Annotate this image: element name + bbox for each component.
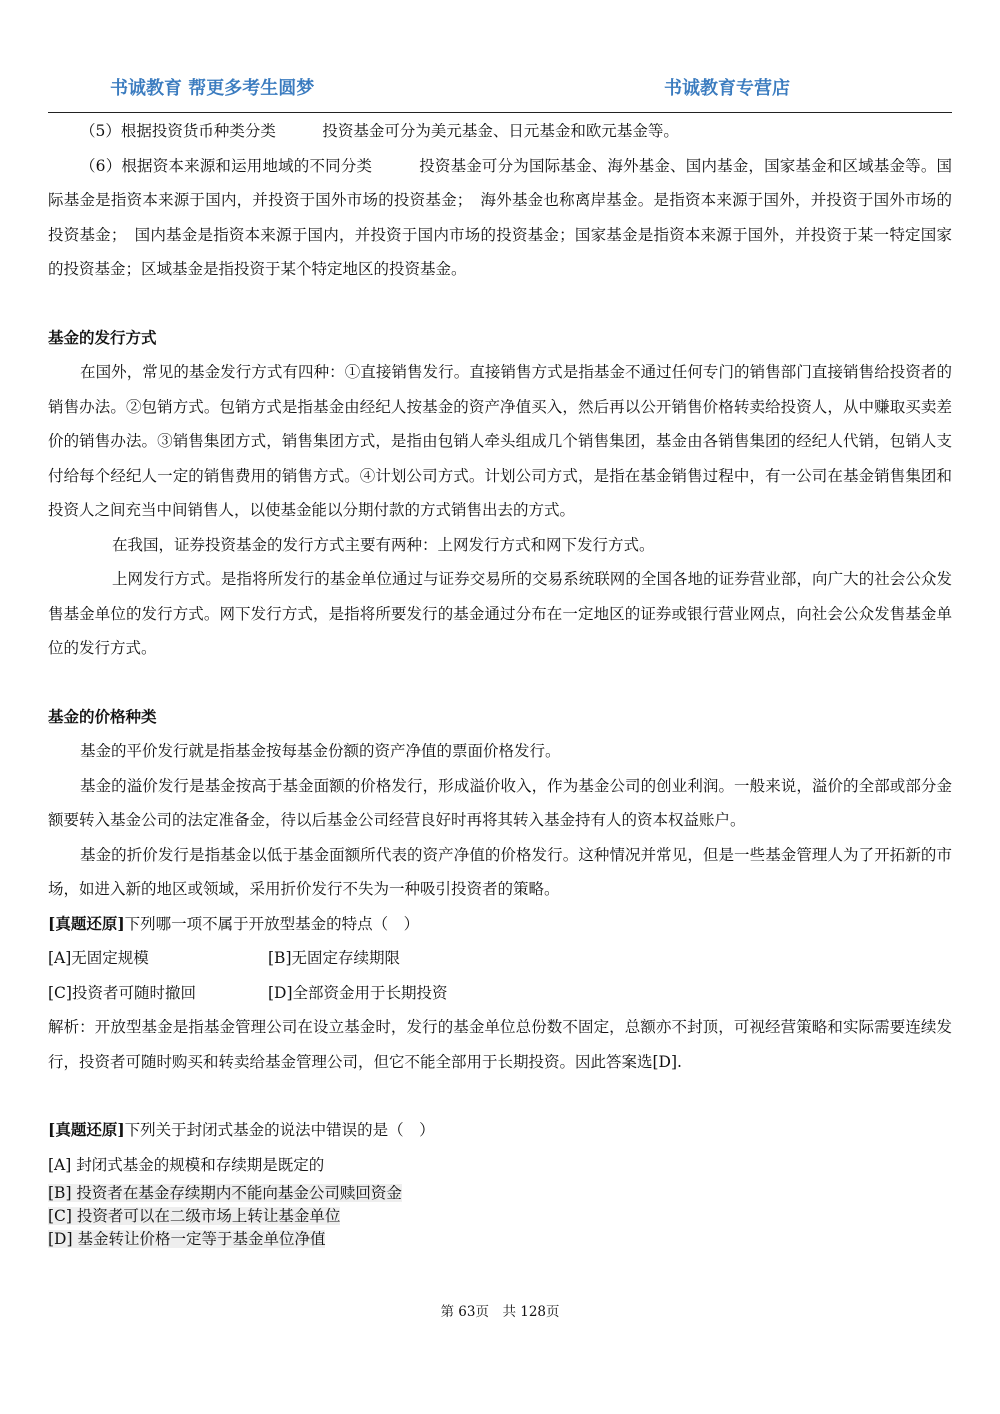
options-row — [48, 976, 952, 1011]
header-store: 书诚教育专营店 — [664, 78, 790, 99]
question-1 — [48, 907, 952, 942]
header-divider — [48, 112, 952, 113]
para-region: （6）根据资本来源和运用地域的不同分类 投资基金可分为国际基金、海外基金、国内基金，国家基金和区域基金等。国际基金是指资本来源于国内，并投资于国外市场的投资基金； 海外基金也称离岸基金。是指资本来源于国外，并投资于国外市场的投资基金； 国内基金是指资本来源于国内，并投资于国内市场的投资基金；国家基金是指资本来源于国外，并投资于某一特定国家的投资基金；区域基金是指投资于某个特定地区的投资基金。 — [48, 156, 952, 278]
option-a: [A]无固定规模 — [48, 949, 149, 967]
option-d: [D] 基金转让价格一定等于基金单位净值 — [48, 1230, 326, 1248]
page-content — [48, 114, 952, 1251]
option-a: [A] 封闭式基金的规模和存续期是既定的 — [48, 1155, 325, 1174]
page-header — [48, 70, 952, 110]
options-block — [48, 1182, 952, 1251]
para-currency: （5）根据投资货币种类分类 投资基金可分为美元基金、日元基金和欧元基金等。 — [80, 122, 679, 140]
page-footer: 第 63页 共 128页 — [440, 1304, 560, 1320]
options-row — [48, 941, 952, 976]
option-b: [B]无固定存续期限 — [268, 949, 400, 967]
header-slogan: 书诚教育 帮更多考生圆梦 — [110, 78, 315, 99]
question-text: 下列关于封闭式基金的说法中错误的是（ ） — [124, 1121, 435, 1139]
para-online-offline: 上网发行方式。是指将所发行的基金单位通过与证券交易所的交易系统联网的全国各地的证券营业部，向广大的社会公众发售基金单位的发行方式。网下发行方式，是指将所要发行的基金通过分布在一定地区的证券或银行营业网点，向社会公众发售基金单位的发行方式。 — [48, 570, 952, 657]
question-text: 下列哪一项不属于开放型基金的特点（ ） — [124, 914, 420, 933]
para-foreign-methods: 在国外，常见的基金发行方式有四种：①直接销售发行。直接销售方式是指基金不通过任何专门的销售部门直接销售给投资者的销售办法。②包销方式。包销方式是指基金由经纪人按基金的资产净值买入，然后再以公开销售价格转卖给投资人，从中赚取买卖差价的销售办法。③销售集团方式，销售集团方式，是指由包销人牵头组成几个销售集团，基金由各销售集团的经纪人代销，包销人支付给每个经纪人一定的销售费用的销售方式。④计划公司方式。计划公司方式，是指在基金销售过程中，有一公司在基金销售集团和投资人之间充当中间销售人，以使基金能以分期付款的方式销售出去的方式。 — [48, 363, 952, 519]
question-tag: [真题还原] — [48, 913, 125, 933]
option-c: [C]投资者可随时撤回 — [48, 983, 196, 1002]
para-china-methods: 在我国，证券投资基金的发行方式主要有两种：上网发行方式和网下发行方式。 — [112, 535, 655, 554]
option-c: [C] 投资者可以在二级市场上转让基金单位 — [48, 1207, 341, 1225]
heading-issue-methods: 基金的发行方式 — [48, 327, 157, 347]
para-discount: 基金的折价发行是指基金以低于基金面额所代表的资产净值的价格发行。这种情况并常见，但是一些基金管理人为了开拓新的市场，如进入新的地区或领域，采用折价发行不失为一种吸引投资者的策略。 — [48, 845, 952, 898]
option-d: [D]全部资金用于长期投资 — [268, 983, 448, 1002]
para-premium: 基金的溢价发行是基金按高于基金面额的价格发行，形成溢价收入，作为基金公司的创业利润。一般来说，溢价的全部或部分金额要转入基金公司的法定准备金，待以后基金公司经营良好时再将其转入基金持有人的资本权益账户。 — [48, 776, 952, 829]
heading-price-types: 基金的价格种类 — [48, 706, 157, 726]
para-par: 基金的平价发行就是指基金按每基金份额的资产净值的票面价格发行。 — [80, 742, 561, 760]
analysis: 解析：开放型基金是指基金管理公司在设立基金时，发行的基金单位总份数不固定，总额亦不封顶，可视经营策略和实际需要连续发行，投资者可随时购买和转卖给基金管理公司，但它不能全部用于长期投资。因此答案选[D]. — [48, 1018, 952, 1071]
question-tag: [真题还原] — [48, 1120, 125, 1139]
question-2 — [48, 1113, 952, 1148]
option-b: [B] 投资者在基金存续期内不能向基金公司赎回资金 — [48, 1184, 402, 1202]
